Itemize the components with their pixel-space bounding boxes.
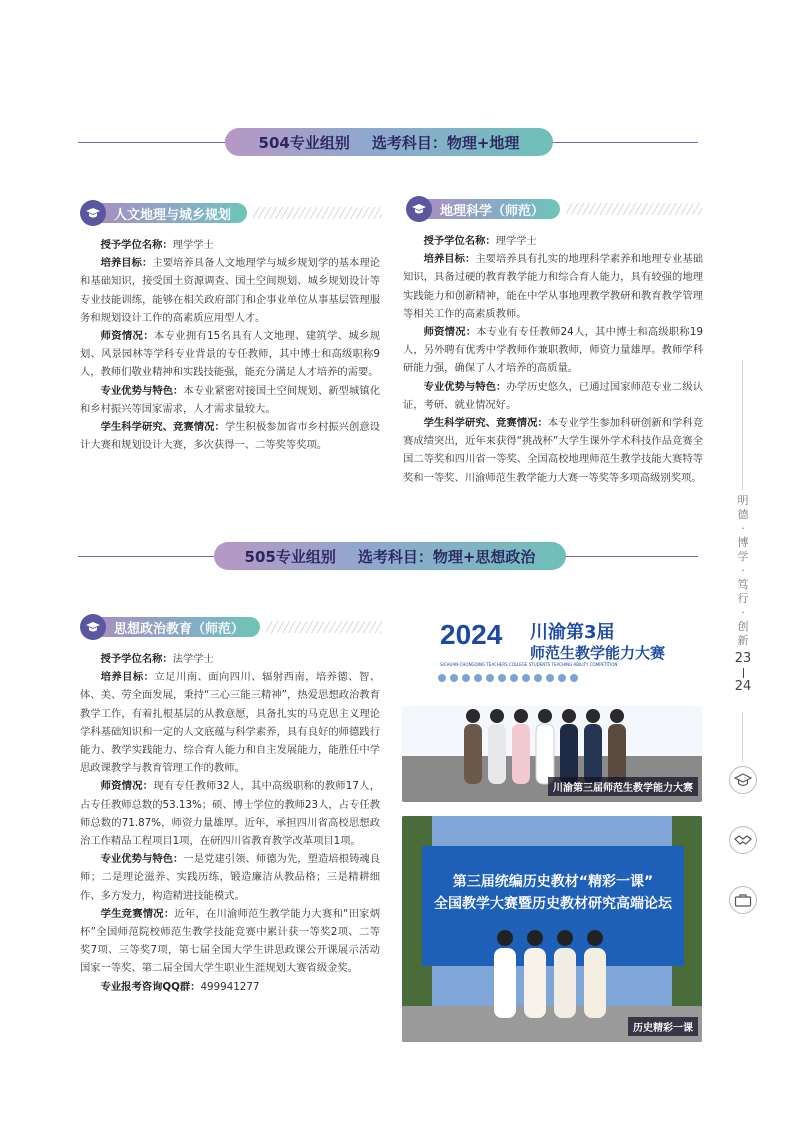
- geography-text: 授予学位名称：理学学士 培养目标：主要培养具有扎实的地理科学素养和地理专业基础知识，具备过硬的教育教学能力和综合育人能力，具有较强的地理实践能力和创新精神，能在中学从事地理教学教研和教育教学管理等相关工作的高素质教师。 师资情况：本专业有专任教师24人，其中博士和高级职称19人，另外聘有优秀中学教师作兼职教师，师资力量雄厚。教师学科研能力强，确保了人才培养的高质量。 专业优势与特色：办学历史悠久，已通过国家师范专业二级认证，考研、就业情况好。 学生科学研究、竞赛情况：本专业学生参加科研创新和学科竞赛成绩突出，近年来获得“挑战杯”大学生课外学术科技作品竞赛全国二等奖和四川省一等奖、全国高校地理师范生教学技能大赛特等奖和一等奖、川渝师范生教学能力大赛一等奖等多项高级别奖项。: [403, 235, 704, 484]
- hatch-decoration: [566, 203, 702, 215]
- photo-illustration: [402, 606, 702, 802]
- photo-caption: 川渝第三届师范生教学能力大赛: [548, 777, 698, 796]
- section-title: 地理科学（师范）: [424, 199, 560, 219]
- banner-english: SICHUAN-CHONGQING TEACHERS COLLEGE STUDENTS TEACHING ABILITY COMPETITION: [440, 662, 618, 667]
- urban-planning-text: 授予学位名称：理学学士 培养目标：主要培养具备人文地理学与城乡规划学的基本理论和基础知识，接受国土资源调查、国土空间规划、城乡规划设计等专业技能训练，能够在相关政府部门和企事业单位从事基层管理服务和规划设计工作的高素质应用型人才。 师资情况：本专业拥有15名具有人文地理、建筑学、城乡规划、风景园林等学科专业背景的专任教师，其中博士和高级职称9人，教师们敬业精神和实践技能强，能充分满足人才培养的需要。 专业优势与特色：本专业紧密对接国土空间规划、新型城镇化和乡村振兴等国家需求，人才需求量较大。 学生科学研究、竞赛情况：学生积极参加省市乡村振兴创意设计大赛和规划设计大赛，多次获得一、二等奖等奖项。: [80, 239, 381, 452]
- banner-line-1: 第三届统编历史教材“精彩一课”: [452, 874, 654, 890]
- hatch-decoration: [266, 621, 382, 633]
- group-505-subjects: 选考科目：物理+思想政治: [357, 547, 536, 566]
- handshake-icon: [729, 826, 757, 854]
- group-505-header: [78, 542, 698, 572]
- section-heading-politics: [80, 614, 382, 640]
- banner-title: 川渝第3届: [530, 622, 615, 643]
- photo-caption: 历史精彩一课: [628, 1017, 698, 1036]
- page-numbers: [730, 650, 756, 696]
- graduation-cap-icon: [80, 614, 106, 640]
- section-heading-urban-planning: [80, 200, 382, 226]
- page-right: 24: [734, 679, 752, 694]
- graduation-cap-icon: [80, 200, 106, 226]
- section-title: 思想政治教育（师范）: [98, 617, 260, 637]
- photo-history-lesson: [402, 816, 702, 1042]
- rail-line: [742, 712, 743, 762]
- banner-line-2: 全国教学大赛暨历史教材研究高端论坛: [434, 896, 672, 912]
- group-504-name: 504专业组别: [258, 133, 350, 152]
- graduation-cap-icon: [406, 196, 432, 222]
- briefcase-icon: [729, 886, 757, 914]
- section-title: 人文地理与城乡规划: [98, 203, 247, 223]
- photo-illustration: [402, 816, 702, 1042]
- photo-teaching-competition: [402, 606, 702, 802]
- group-504-header: [78, 128, 698, 158]
- hatch-decoration: [253, 207, 382, 219]
- graduation-cap-icon: [729, 766, 757, 794]
- group-504-subjects: 选考科目：物理+地理: [371, 133, 520, 152]
- school-motto: 明 德 · 博 学 · 笃 行 · 创 新: [737, 494, 749, 647]
- section-heading-geography: [406, 196, 702, 222]
- group-505-pill: [214, 542, 566, 570]
- group-504-pill: [225, 128, 553, 156]
- banner-year: 2024: [440, 619, 503, 650]
- group-505-name: 505专业组别: [244, 547, 336, 566]
- page-left: 23: [734, 651, 752, 666]
- politics-text: 授予学位名称：法学学士 培养目标：立足川南、面向四川、辐射西南，培养德、智、体、美、劳全面发展，秉持“三心三能三精神”，热爱思想政治教育教学工作，有着扎根基层的从教意愿，具备扎实的马克思主义理论学科基础知识和一定的人文底蕴与科学素养，具有良好的师德践行能力、教学实践能力、综合育人能力和自主发展能力，能胜任中学思政课教学与教育管理工作的教师。 师资情况：现有专任教师32人，其中高级职称的教师17人，占专任教师总数的53.13%；硕、博士学位的教师23人，占专任教师总数的71.87%，师资力量雄厚。近年，承担四川省高校思想政治工作精品工程项目1项，在研四川省教育教学改革项目1项。 专业优势与特色：一是党建引领、师德为先，塑造培根铸魂良师；二是理论滋养、实践历练，锻造廉洁从教品格；三是精耕细作、多方发力，构造精进技能模式。 学生竞赛情况：近年，在川渝师范生教学能力大赛和“田家炳杯”全国师范院校师范生教学技能竞赛中累计获一等奖2项、二等奖7项、三等奖7项，第七届全国大学生讲思政课公开课展示活动国家一等奖、第二届全国大学生职业生涯规划大赛省级金奖。 专业报考咨询QQ群：499941277: [80, 653, 381, 993]
- banner-subtitle: 师范生教学能力大赛: [530, 644, 666, 662]
- rail-line: [742, 360, 743, 490]
